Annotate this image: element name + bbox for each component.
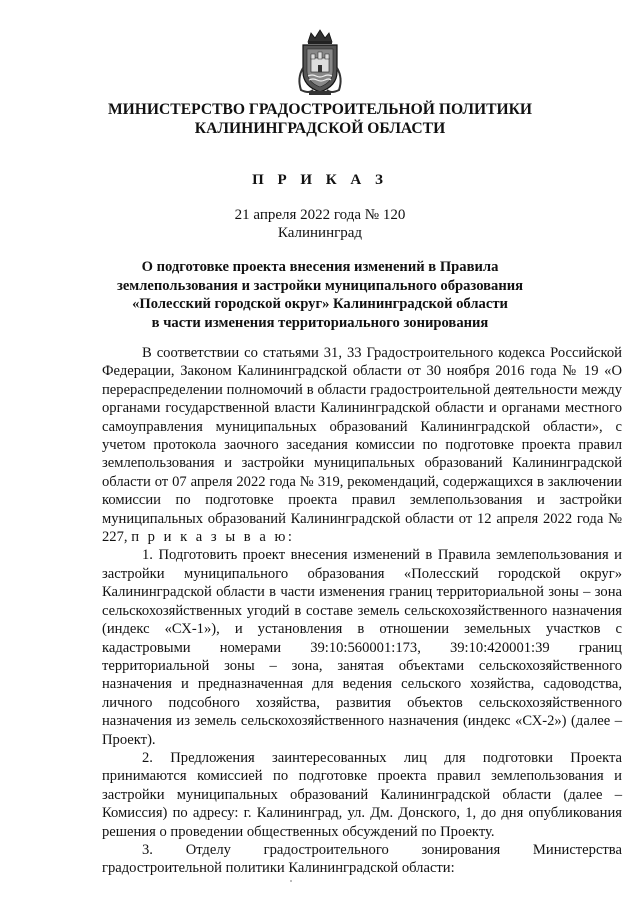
paragraph-1: 1. Подготовить проект внесения изменений в Правила землепользования и застройки муниципального образования «Полесский городской округ» Калининградской области в части изменения границ территориальной зоны – зона сельскохозяйственных угодий в составе земель сельскохозяйственного назначения (индекс «СХ-1»), и установления в отношении земельных участков с кадастровыми номерами 39:10:560001:173, 39:10:420001:39 границ территориальной зоны – зона, занятая объектами сельскохозяйственного назначения и предназначенная для ведения сельского хозяйства, садоводства, личного подсобного хозяйства, развития объектов сельскохозяйственного назначения из земель сельскохозяйственного назначения (индекс «СХ-2») (далее – Проект). [102,547,622,748]
ministry-name [0,100,640,138]
document-date-block [0,206,640,242]
ministry-name-line2: КАЛИНИНГРАДСКОЙ ОБЛАСТИ [194,120,446,137]
document-title [0,258,640,332]
document-body [102,344,622,878]
ministry-name-line1: МИНИСТЕРСТВО ГРАДОСТРОИТЕЛЬНОЙ ПОЛИТИКИ [107,101,533,118]
paragraph-preamble [102,344,622,546]
page-mark [290,880,292,882]
title-line3: «Полесский городской округ» Калининградской области [132,296,508,312]
paragraph-2: 2. Предложения заинтересованных лиц для подготовки Проекта принимаются комиссией по подготовке проекта правил землепользования и застройки муниципальных образований Калининградской области (далее – Комиссия) по адресу: г. Калининград, ул. Дм. Донского, 1, до дня опубликования решения о проведении общественных обсуждений по Проекту. [102,749,622,840]
document-city: Калининград [277,225,363,241]
title-line4: в части изменения территориального зонирования [151,314,489,331]
order-word: п р и к а з ы в а ю: [131,529,295,546]
document-date: 21 апреля 2022 года № 120 [234,207,406,223]
title-line1: О подготовке проекта внесения изменений в Правила [141,259,499,275]
preamble-text: В соответствии со статьями 31, 33 Градостроительного кодекса Российской Федерации, Законом Калининградской области от 30 ноября 2016 года № 19 «О перераспределении полномочий в области градостроительной деятельности между органами государственной власти Калининградской области и органами местного самоуправления муниципальных образований Калининградской области», с учетом протокола заочного заседания комиссии по подготовке проекта правил землепользования и застройки муниципальных образований Калининградской области от 07 апреля 2022 года № 319, рекомендаций, содержащихся в заключении комиссии по подготовке проекта правил землепользования и застройки муниципальных образований Калининградской области от 12 апреля 2022 года № 227, [102,345,622,546]
paragraph-3: 3. Отделу градостроительного зонирования Министерства градостроительной политики Калининградской области: [102,841,622,877]
title-line2: землепользования и застройки муниципального образования [116,277,524,294]
coat-of-arms-icon [291,28,349,98]
document-type: П Р И К А З [252,172,388,188]
